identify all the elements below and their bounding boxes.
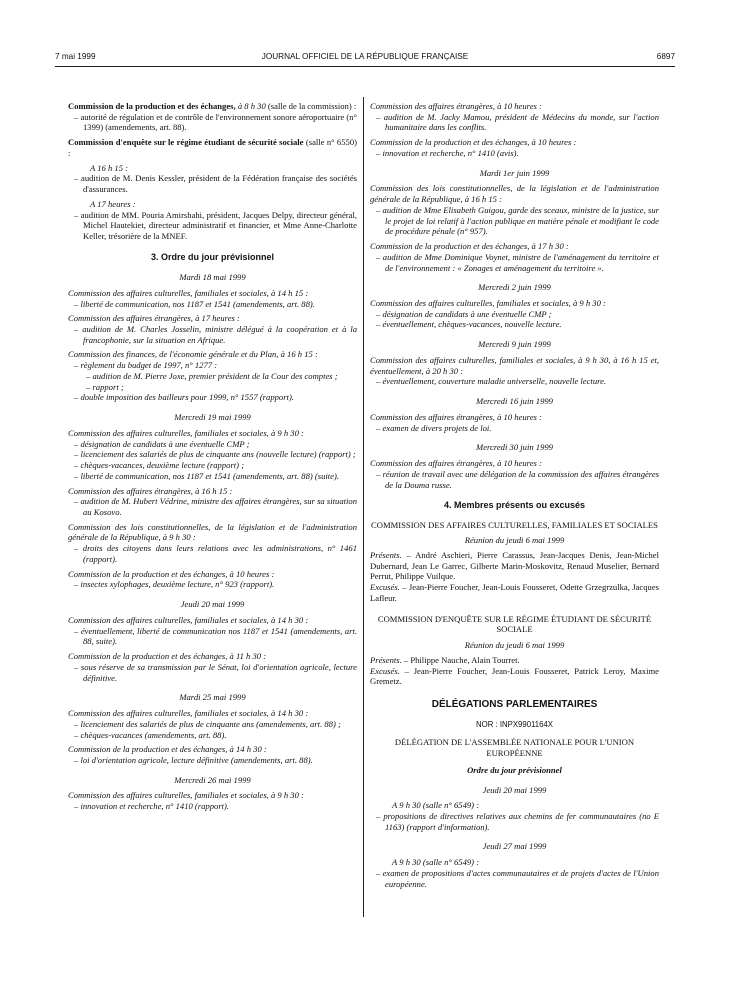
excused-members: Excusés. – Jean-Pierre Foucher, Jean-Louis Fousseret, Odette Grzegrzulka, Jacques Lafleur. <box>370 582 659 603</box>
date-heading: Mardi 1er juin 1999 <box>479 167 550 178</box>
date-heading: Mercredi 16 juin 1999 <box>476 396 553 407</box>
time-label: A 9 h 30 (salle n° 6549) : <box>392 857 480 868</box>
commission-line: Commission des affaires culturelles, familiales et sociales, à 14 h 30 : <box>68 614 309 625</box>
commission-name: COMMISSION DES AFFAIRES CULTURELLES, FAMILIALES ET SOCIALES <box>371 519 658 530</box>
meeting-date: Réunion du jeudi 6 mai 1999 <box>464 535 565 546</box>
date-heading: Mercredi 19 mai 1999 <box>174 412 251 423</box>
commission-line: Commission des affaires étrangères, à 10 heures : <box>370 411 542 422</box>
agenda-item: – innovation et recherche, n° 1410 (rapport). <box>74 801 230 812</box>
time-label: A 9 h 30 (salle n° 6549) : <box>392 800 480 811</box>
date-heading: Mardi 18 mai 1999 <box>179 272 246 283</box>
commission-line: Commission des affaires culturelles, familiales et sociales, à 9 h 30, à 16 h 15 et, éventuellement, à 20 h 30 : <box>370 354 659 376</box>
commission-line: Commission des affaires étrangères, à 17 heures : <box>68 313 240 324</box>
agenda-item: – liberté de communication, nos 1187 et 1541 (amendements, art. 88). <box>74 298 315 309</box>
agenda-item: – éventuellement, chèques-vacances, nouvelle lecture. <box>376 319 562 330</box>
date-heading: Mercredi 2 juin 1999 <box>478 282 551 293</box>
agenda-item: – autorité de régulation et de contrôle de l'environnement sonore aéroportuaire (n° 1399) (amendements, art. 88). <box>74 111 357 133</box>
agenda-item: – double imposition des bailleurs pour 1999, n° 1557 (rapport). <box>74 392 294 403</box>
agenda-item: – audition de Mme Elisabeth Guigou, garde des sceaux, ministre de la justice, sur le projet de loi relatif à l'action publique en matière pénale et modifiant le code de procédure pénale (n° 957). <box>376 204 659 237</box>
agenda-item: – licenciement des salariés de plus de cinquante ans (nouvelle lecture) (rapport) ; <box>74 449 356 460</box>
commission-line: Commission de la production et des échanges, à 10 heures : <box>370 137 577 148</box>
header-page-number: 6897 <box>656 52 675 61</box>
commission-line: Commission des affaires étrangères, à 16 h 15 : <box>68 485 233 496</box>
commission-block: Commission de la production et des échanges, à 8 h 30 (salle de la commission) : <box>68 101 357 111</box>
commission-line: Commission des affaires culturelles, familiales et sociales, à 14 h 30 : <box>68 708 309 719</box>
agenda-item: – désignation de candidats à une éventuelle CMP ; <box>74 438 250 449</box>
agenda-subitem: – rapport ; <box>86 381 124 392</box>
commission-line: Commission des affaires culturelles, familiales et sociales, à 9 h 30 : <box>370 298 606 309</box>
commission-name: COMMISSION D'ENQUÊTE SUR LE RÉGIME ÉTUDIANT DE SÉCURITÉ SOCIALE <box>377 613 652 635</box>
commission-line: Commission de la production et des échanges, à 14 h 30 : <box>68 744 267 755</box>
date-heading: Mercredi 30 juin 1999 <box>476 442 553 453</box>
commission-block: Commission d'enquête sur le régime étudiant de sécurité sociale (salle n° 6550) : <box>68 137 357 158</box>
date-heading: Jeudi 27 mai 1999 <box>482 841 547 852</box>
present-members: Présents. – André Aschieri, Pierre Carassus, Jean-Jacques Denis, Jean-Michel Dubernard, Jean Le Garrec, Gilberte Marin-Moskovitz, Renaud Muselier, Bernard Perrut, Philippe Vuilque. <box>370 550 659 582</box>
commission-line: Commission de la production et des échanges, à 11 h 30 : <box>68 651 267 662</box>
agenda-title: Ordre du jour prévisionnel <box>467 764 562 775</box>
agenda-item: – réunion de travail avec une délégation de la commission des affaires étrangères de la Douma russe. <box>376 468 659 490</box>
agenda-item: – droits des citoyens dans leurs relations avec les administrations, n° 1461 (rapport). <box>74 543 357 564</box>
delegations-heading: DÉLÉGATIONS PARLEMENTAIRES <box>431 699 598 711</box>
commission-line: Commission de la production et des échanges, à 10 heures : <box>68 568 275 579</box>
agenda-item: – chèques-vacances, deuxième lecture (rapport) ; <box>74 460 245 471</box>
header-rule <box>55 66 675 67</box>
agenda-subitem: – audition de M. Pierre Joxe, premier président de la Cour des comptes ; <box>86 370 338 381</box>
agenda-item: – examen de propositions d'actes communautaires et de projets d'actes de l'Union européenne. <box>376 867 659 889</box>
nor-reference: NOR : INPX9901164X <box>476 719 553 729</box>
agenda-item: – audition de M. Hubert Védrine, ministre des affaires étrangères, sur sa situation au Kosovo. <box>74 496 357 518</box>
date-heading: Mardi 25 mai 1999 <box>179 692 246 703</box>
page-header <box>55 52 675 66</box>
time-label: A 17 heures : <box>90 198 136 209</box>
agenda-item: – éventuellement, liberté de communication nos 1187 et 1541 (amendements, art. 88, suite). <box>74 625 357 647</box>
agenda-item: – liberté de communication, nos 1187 et 1541 (amendements, art. 88) (suite). <box>74 470 340 481</box>
agenda-item: – loi d'orientation agricole, lecture définitive (amendements, art. 88). <box>74 754 313 765</box>
agenda-item: – sous réserve de sa transmission par le Sénat, loi d'orientation agricole, lecture définitive. <box>74 661 357 683</box>
agenda-item: – innovation et recherche, n° 1410 (avis). <box>376 147 519 158</box>
agenda-item: – audition de M. Charles Josselin, ministre délégué à la coopération et à la francophonie, sur la situation en Afrique. <box>74 324 357 345</box>
agenda-item: – audition de M. Denis Kessler, président de la Fédération française des sociétés d'assurances. <box>74 173 357 195</box>
commission-line: Commission des affaires culturelles, familiales et sociales, à 9 h 30 : <box>68 790 304 801</box>
commission-line: Commission des finances, de l'économie générale et du Plan, à 16 h 15 : <box>68 349 318 360</box>
commission-line: Commission des affaires culturelles, familiales et sociales, à 14 h 15 : <box>68 287 309 298</box>
date-heading: Jeudi 20 mai 1999 <box>482 784 547 795</box>
agenda-item: – chèques-vacances (amendements, art. 88). <box>74 729 227 740</box>
agenda-item: – audition de MM. Pouria Amirshahi, président, Jacques Delpy, directeur général, Michel Hautekiet, directeur administratif et financier, et Mme Anne-Charlotte Keller, trésorière de la MNEF. <box>74 209 357 242</box>
commission-line: Commission des lois constitutionnelles, de la législation et de l'administration générale de la République, à 16 h 15 : <box>370 183 659 205</box>
time-label: A 16 h 15 : <box>90 162 129 173</box>
excused-members: Excusés. – Jean-Pierre Foucher, Jean-Louis Fousseret, Patrick Leroy, Maxime Gremetz. <box>370 665 659 687</box>
agenda-item: – éventuellement, couverture maladie universelle, nouvelle lecture. <box>376 376 607 387</box>
agenda-item: – propositions de directives relatives aux chemins de fer communautaires (no E 1163) (rapport d'information). <box>376 811 659 832</box>
delegation-name: DÉLÉGATION DE L'ASSEMBLÉE NATIONALE POUR L'UNION EUROPÉENNE <box>394 737 635 759</box>
agenda-item: – examen de divers projets de loi. <box>376 422 492 433</box>
header-title: JOURNAL OFFICIEL DE LA RÉPUBLIQUE FRANÇAISE <box>261 52 469 61</box>
agenda-item: – audition de M. Jacky Mamou, président de Médecins du monde, sur l'action humanitaire dans les conflits. <box>376 111 659 133</box>
commission-line: Commission des affaires culturelles, familiales et sociales, à 9 h 30 : <box>68 427 304 438</box>
agenda-item: – licenciement des salariés de plus de cinquante ans (amendements, art. 88) ; <box>74 718 341 729</box>
section-heading: 4. Membres présents ou excusés <box>443 500 586 511</box>
commission-line: Commission de la production et des échanges, à 17 h 30 : <box>370 241 569 252</box>
agenda-item: – audition de Mme Dominique Voynet, ministre de l'aménagement du territoire et de l'environnement : « Zonages et aménagement du territoire ». <box>376 251 659 273</box>
commission-line: Commission des affaires étrangères, à 10 heures : <box>370 101 542 111</box>
present-members: Présents. – Philippe Nauche, Alain Tourret. <box>370 654 520 665</box>
header-date: 7 mai 1999 <box>55 52 96 61</box>
meeting-date: Réunion du jeudi 6 mai 1999 <box>464 640 565 651</box>
commission-line: Commission des lois constitutionnelles, de la législation et de l'administration générale de la République, à 9 h 30 : <box>68 521 357 543</box>
left-column <box>68 101 357 812</box>
right-column <box>370 101 659 889</box>
agenda-item: – désignation de candidats à une éventuelle CMP ; <box>376 308 552 319</box>
date-heading: Jeudi 20 mai 1999 <box>180 599 245 610</box>
section-heading: 3. Ordre du jour prévisionnel <box>150 251 275 262</box>
agenda-item: – insectes xylophages, deuxième lecture, n° 923 (rapport). <box>74 579 275 590</box>
date-heading: Mercredi 26 mai 1999 <box>174 774 251 785</box>
date-heading: Mercredi 9 juin 1999 <box>478 339 551 350</box>
commission-line: Commission des affaires étrangères, à 10 heures : <box>370 458 542 469</box>
agenda-item: – règlement du budget de 1997, n° 1277 : <box>74 360 218 371</box>
